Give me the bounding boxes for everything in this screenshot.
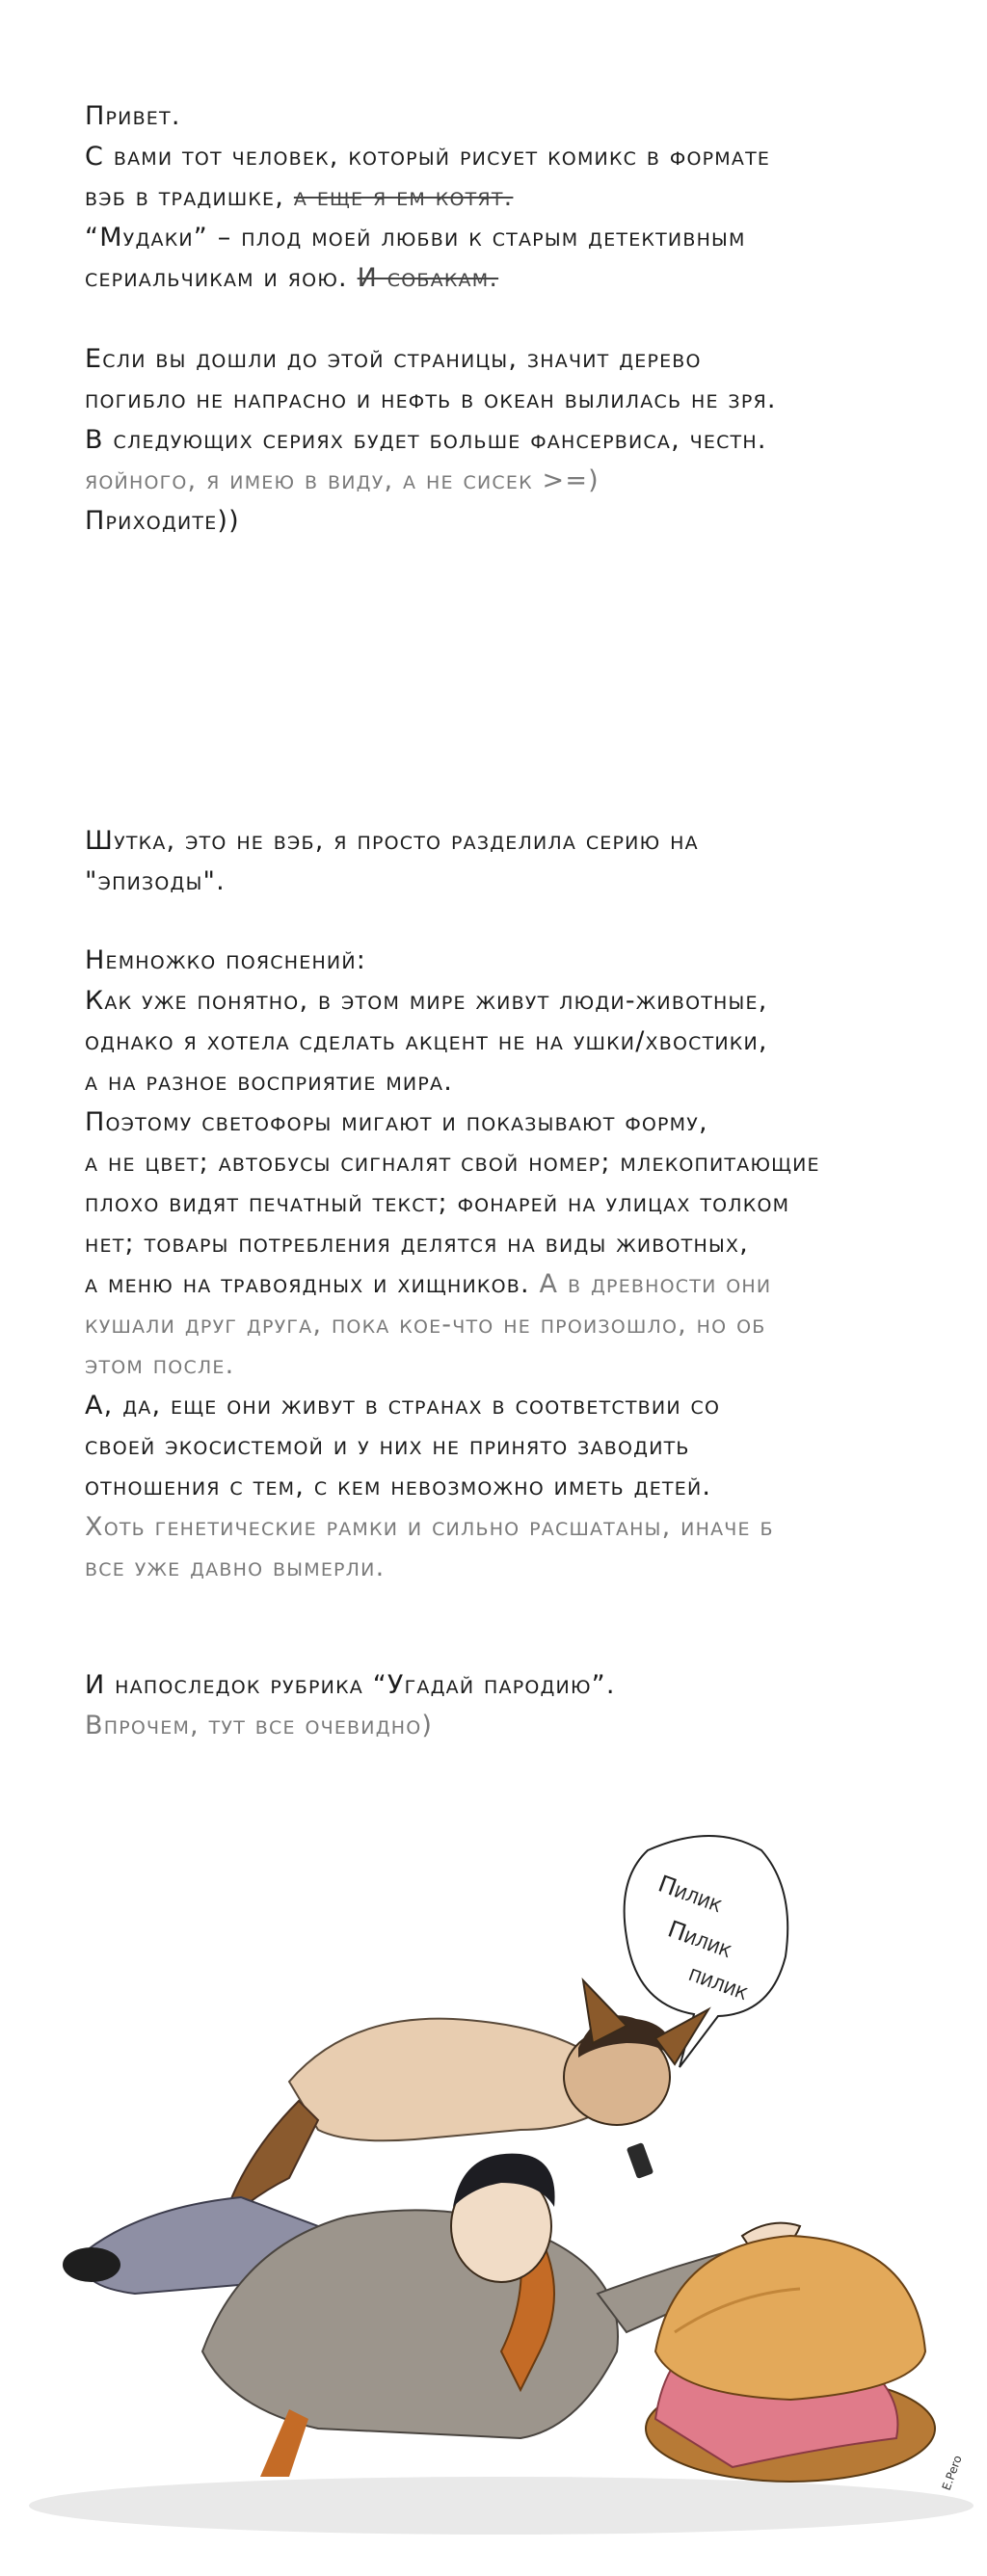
explanation-line: Поэтому светофоры мигают и показывают форму, [85, 1107, 708, 1137]
explanation-heading: Немножко пояснений: [85, 945, 367, 975]
explanation-line: а на разное восприятие мира. [85, 1067, 453, 1097]
joke-line: Шутка, это не вэб, я просто разделила серию на [85, 826, 699, 856]
joke-block [85, 821, 952, 902]
intro-line-text: сериальчикам и яою. [85, 263, 348, 293]
finale-block [85, 1665, 952, 1746]
explanation-aside: Хоть генетические рамки и сильно расшатаны, иначе б [85, 1512, 774, 1542]
explanation-line: своей экосистемой и у них не принято заводить [85, 1431, 690, 1461]
intro-line: Приходите)) [85, 506, 240, 536]
explanation-aside: кушали друг друга, пока кое-что не произошло, но об [85, 1310, 766, 1340]
artist-signature: E.Pero [939, 2453, 965, 2493]
intro-line [85, 177, 952, 218]
explanation-line: нет; товары потребления делятся на виды животных, [85, 1229, 749, 1259]
explanation-line: Как уже понятно, в этом мире живут люди-животные, [85, 986, 768, 1016]
intro-aside: яойного, я имею в виду, а не сисек >=) [85, 465, 600, 495]
explanation-block [85, 941, 952, 1588]
intro-line [85, 258, 952, 299]
bubble-line-2: Пилик [664, 1915, 735, 1964]
intro-line: Если вы дошли до этой страницы, значит дерево [85, 344, 702, 374]
explanation-line: А, да, еще они живут в странах в соответствии со [85, 1391, 721, 1421]
strikethrough-text: а еще я ем котят. [293, 182, 514, 212]
explanation-aside: этом после. [85, 1350, 235, 1380]
explanation-line-text: а меню на травоядных и хищников. [85, 1269, 530, 1299]
explanation-line: а не цвет; автобусы сигналят свой номер; млекопитающие [85, 1148, 820, 1178]
finale-line: И напоследок рубрика “Угадай пародию”. [85, 1670, 616, 1700]
intro-greeting: Привет. [85, 101, 181, 131]
floor-shadow [29, 2477, 974, 2535]
intro-line: погибло не напрасно и нефть в океан вылилась не зря. [85, 385, 777, 414]
bubble-line-1: Пилик [654, 1870, 726, 1919]
strikethrough-text: И собакам. [357, 263, 499, 293]
comic-illustration [0, 1812, 987, 2576]
bubble-line-3: пилик [685, 1959, 752, 2006]
intro-block [85, 96, 952, 542]
intro-line: “Мудаки” – плод моей любви к старым детективным [85, 223, 746, 252]
intro-line: В следующих сериях будет больше фансервиса, честн. [85, 425, 767, 455]
explanation-line: плохо видят печатный текст; фонарей на улицах толком [85, 1188, 790, 1218]
intro-line-text: вэб в традишке, [85, 182, 285, 212]
explanation-line: отношения с тем, с кем невозможно иметь детей. [85, 1472, 712, 1501]
joke-line: "эпизоды". [85, 866, 226, 896]
intro-line: С вами тот человек, который рисует комикс в формате [85, 142, 771, 172]
explanation-aside: все уже давно вымерли. [85, 1553, 386, 1582]
explanation-aside: А в древности они [539, 1269, 772, 1299]
finale-aside: Впрочем, тут все очевидно) [85, 1711, 434, 1740]
explanation-line [85, 1264, 952, 1305]
explanation-line: однако я хотела сделать акцент не на ушки/хвостики, [85, 1026, 768, 1056]
